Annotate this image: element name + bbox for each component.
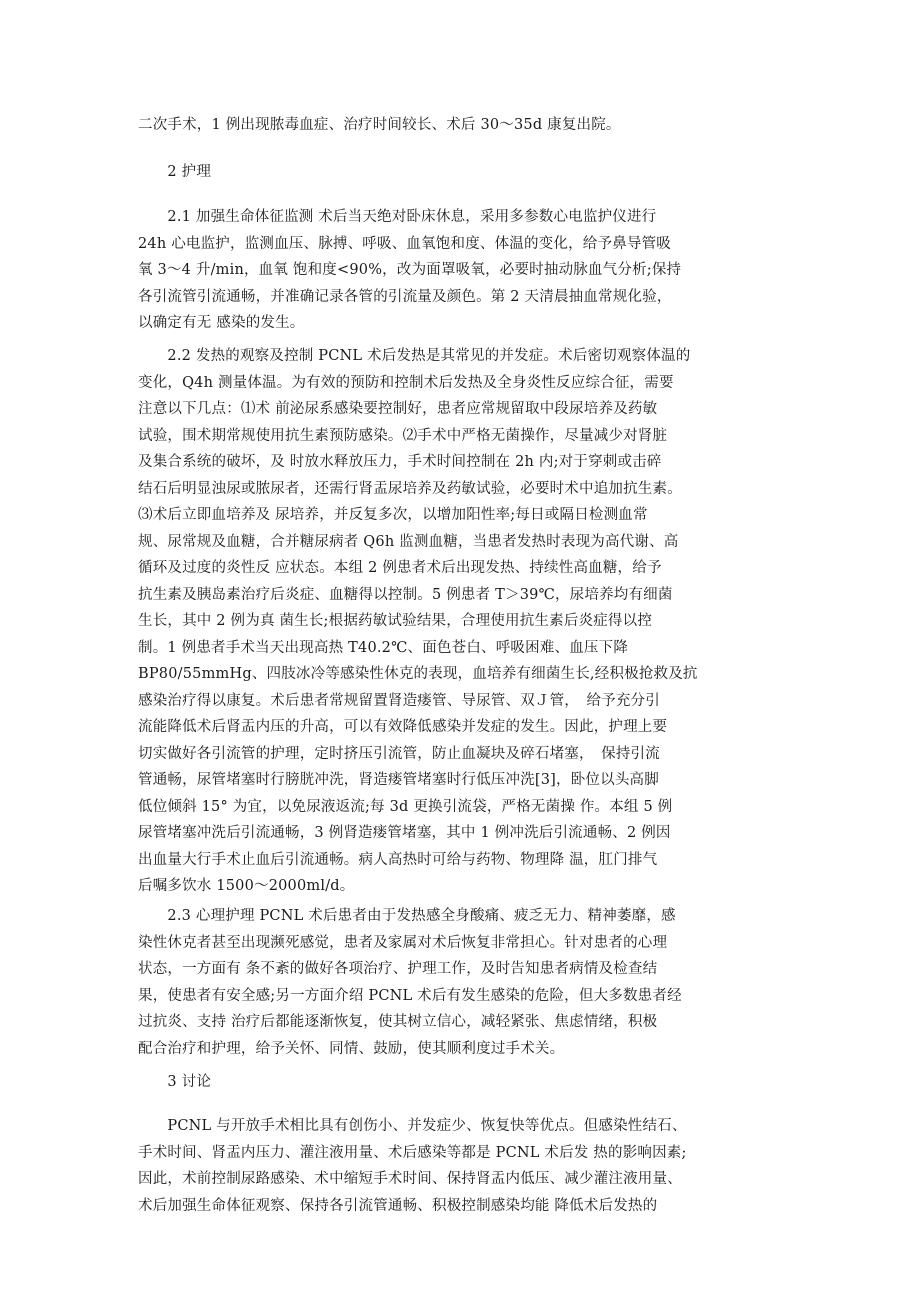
text-line: 各引流管引流通畅，并准确记录各管的引流量及颜色。第 2 天清晨抽血常规化验， — [138, 288, 672, 305]
text-line: ⑶术后立即血培养及 尿培养，并反复多次，以增加阳性率;每日或隔日检测血常 — [138, 507, 648, 523]
text-line: PCNL 与开放手术相比具有创伤小、并发症少、恢复快等优点。但感染性结石、 — [138, 1118, 687, 1134]
text-line: 变化，Q4h 测量体温。为有效的预防和控制术后发热及全身炎性反应综合征，需要 — [138, 374, 674, 391]
text-line: 注意以下几点：⑴术 前泌尿系感染要控制好，患者应常规留取中段尿培养及药敏 — [138, 401, 658, 417]
text-line: 管通畅，尿管堵塞时行膀胱冲洗，肾造瘘管堵塞时行低压冲洗[3]，卧位以头高脚 — [138, 772, 659, 788]
text-line: 循环及过度的炎性反 应状态。本组 2 例患者术后出现发热、持续性高血糖，给予 — [138, 560, 662, 576]
text-line: 果，使患者有安全感;另一方面介绍 PCNL 术后有发生感染的危险，但大多数患者经 — [138, 987, 682, 1004]
section-heading-nursing — [138, 159, 783, 186]
text-line: 2.1 加强生命体征监测 术后当天绝对卧床休息，采用多参数心电监护仪进行 — [138, 209, 657, 225]
text-line: 流能降低术后肾盂内压的升高，可以有效降低感染并发症的发生。因此，护理上要 — [138, 719, 668, 735]
text-line: 出血量大行手术止血后引流通畅。病人高热时可给与药物、物理降 温，肛门排气 — [138, 851, 658, 868]
text-line: 低位倾斜 15° 为宜，以免尿液返流;每 3d 更换引流袋，严格无菌操 作。本组 5 例 — [138, 798, 673, 815]
text-line: 氧 3～4 升/min，血氧 饱和度<90%，改为面罩吸氧，必要时抽动脉血气分析;保持 — [138, 262, 682, 278]
text-line: 染性休克者甚至出现濒死感觉，患者及家属对术后恢复非常担心。针对患者的心理 — [138, 934, 668, 951]
text-line: 试验，围术期常规使用抗生素预防感染。⑵手术中严格无菌操作，尽量减少对肾脏 — [138, 427, 668, 444]
text-line: 规、尿常规及血糖，合并糖尿病者 Q6h 监测血糖，当患者发热时表现为高代谢、高 — [138, 533, 679, 550]
paragraph-intro-tail — [138, 112, 783, 139]
text-line: 因此，术前控制尿路感染、术中缩短手术时间、保持肾盂内低压、减少灌注液用量、 — [138, 1171, 682, 1187]
text-line: 二次手术，1 例出现脓毒血症、治疗时间较长、术后 30～35d 康复出院。 — [138, 117, 621, 133]
text-line: 配合治疗和护理，给予关怀、同情、鼓励，使其顺利度过手术关。 — [138, 1040, 565, 1057]
text-line: 及集合系统的破坏，及 时放水释放压力，手术时间控制在 2h 内;对于穿刺或击碎 — [138, 454, 662, 470]
text-line: 术后加强生命体征观察、保持各引流管通畅、积极控制感染均能 降低术后发热的 — [138, 1197, 658, 1214]
text-line: 状态，一方面有 条不紊的做好各项治疗、护理工作，及时告知患者病情及检查结 — [138, 961, 658, 977]
text-line: 过抗炎、支持 治疗后都能逐渐恢复，使其树立信心，减轻紧张、焦虑情绪，积极 — [138, 1014, 658, 1030]
section-heading-discussion — [138, 1069, 783, 1096]
text-line: 2.2 发热的观察及控制 PCNL 术后发热是其常见的并发症。术后密切观察体温的 — [138, 348, 691, 364]
paragraph-3-discussion — [138, 1113, 783, 1219]
text-line: 制。1 例患者手术当天出现高热 T40.2℃、面色苍白、呼吸困难、血压下降 — [138, 639, 629, 656]
paragraph-2-2-fever-control — [138, 343, 783, 900]
text-line: 以确定有无 感染的发生。 — [138, 315, 305, 331]
text-line: 感染治疗得以康复。术后患者常规留置肾造瘘管、导尿管、双Ｊ管， 给予充分引 — [138, 692, 660, 709]
text-line: 手术时间、肾盂内压力、灌注液用量、术后感染等都是 PCNL 术后发 热的影响因素; — [138, 1144, 687, 1161]
heading-text: 3 讨论 — [138, 1074, 212, 1090]
text-line: 24h 心电监护，监测血压、脉搏、呼吸、血氧饱和度、体温的变化，给予鼻导管吸 — [138, 235, 671, 252]
text-line: 切实做好各引流管的护理，定时挤压引流管，防止血凝块及碎石堵塞， 保持引流 — [138, 745, 660, 762]
text-line: 2.3 心理护理 PCNL 术后患者由于发热感全身酸痛、疲乏无力、精神萎靡，感 — [138, 908, 676, 924]
paragraph-2-1-vital-signs — [138, 204, 783, 337]
text-line: BP80/55mmHg、四肢冰冷等感染性休克的表现，血培养有细菌生长,经积极抢救及抗 — [138, 666, 698, 682]
text-line: 抗生素及胰岛素治疗后炎症、血糖得以控制。5 例患者 T＞39℃，尿培养均有细菌 — [138, 586, 673, 603]
paragraph-2-3-psychological-care — [138, 903, 783, 1062]
text-line: 尿管堵塞冲洗后引流通畅，3 例肾造瘘管堵塞，其中 1 例冲洗后引流通畅、2 例因 — [138, 825, 671, 841]
text-line: 后嘱多饮水 1500～2000ml/d。 — [138, 878, 355, 894]
text-line: 生长，其中 2 例为真 菌生长;根据药敏试验结果，合理使用抗生素后炎症得以控 — [138, 613, 653, 629]
text-line: 结石后明显浊尿或脓尿者，还需行肾盂尿培养及药敏试验，必要时术中追加抗生素。 — [138, 480, 682, 497]
heading-text: 2 护理 — [138, 164, 212, 180]
